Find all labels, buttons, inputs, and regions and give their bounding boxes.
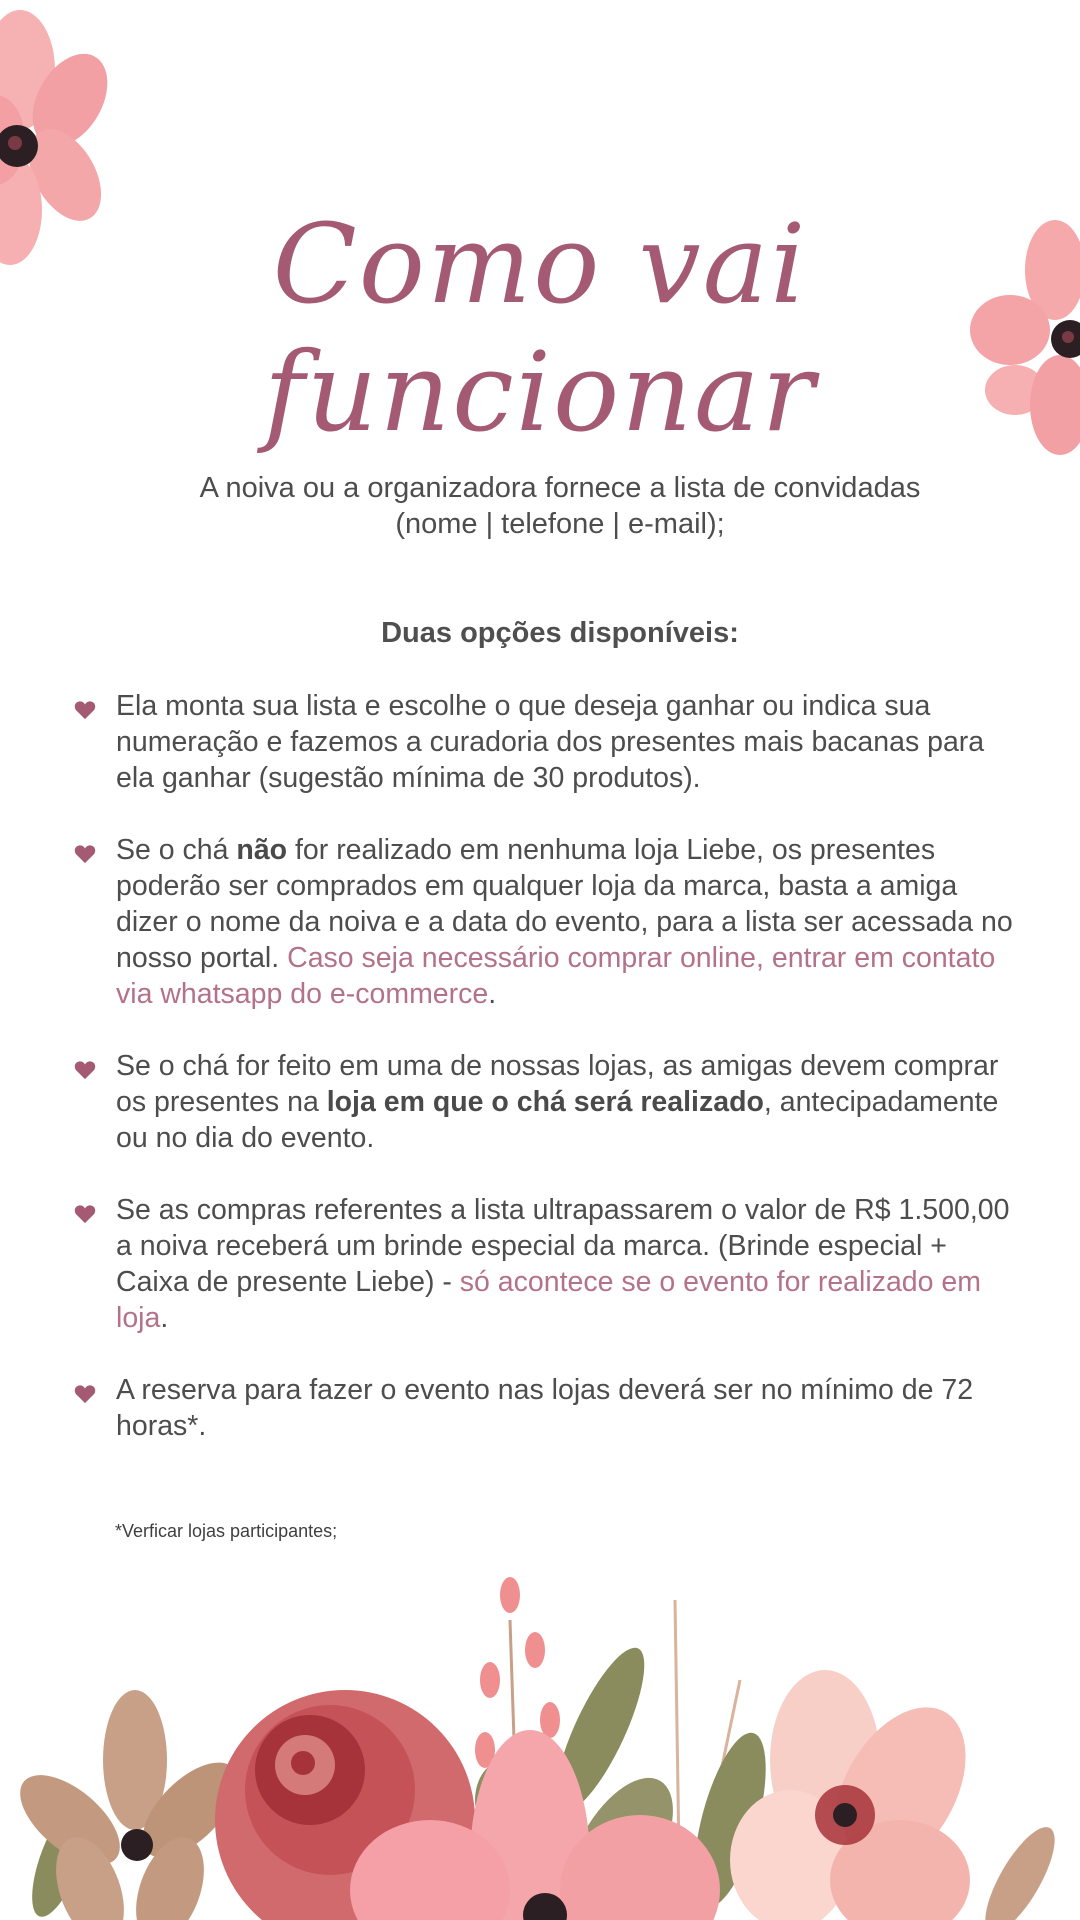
options-heading: Duas opções disponíveis: (381, 617, 739, 649)
list-item (70, 1192, 1020, 1336)
heart-icon (74, 844, 96, 864)
item-text: Se o chá for feito em uma de nossas lojas, as amigas devem comprar os presentes na (116, 1050, 999, 1118)
item-bold-text: não (236, 834, 288, 866)
flower-bouquet-decoration (0, 1560, 1080, 1920)
heart-icon (74, 1204, 96, 1224)
list-item (70, 1048, 1020, 1156)
item-text: Ela monta sua lista e escolhe o que deseja ganhar ou indica sua numeração e fazemos a curadoria dos presentes mais bacanas para ela ganhar (sugestão mínima de 30 produtos). (116, 690, 985, 794)
item-text: Se o chá (116, 834, 237, 866)
item-text: for realizado em nenhuma loja Liebe, os presentes poderão ser comprados em qualquer loja da marca, basta a amiga dizer o nome da noiva e a data do evento, para a lista ser acessada no nosso portal. (116, 834, 1013, 974)
list-item (70, 832, 1020, 1012)
footnote: *Verficar lojas participantes; (115, 1521, 338, 1541)
list-item (70, 1372, 1020, 1444)
item-bold-text: loja em que o chá será realizado (326, 1086, 764, 1118)
page-title: Como vai funcionar (263, 200, 817, 456)
item-text: A reserva para fazer o evento nas lojas deverá ser no mínimo de 72 horas*. (116, 1374, 974, 1442)
heart-icon (74, 700, 96, 720)
item-text: Se as compras referentes a lista ultrapassarem o valor de R$ 1.500,00 a noiva receberá um brinde especial da marca. (Brinde especial + Caixa de presente Liebe) - (116, 1194, 1010, 1298)
intro-line-2: (nome | telefone | e-mail); (395, 508, 725, 540)
item-accent-text: Caso seja necessário comprar online, entrar em contato via whatsapp do e-commerce (116, 942, 996, 1010)
item-accent-text: só acontece se o evento for realizado em loja (116, 1266, 982, 1334)
heart-icon (74, 1060, 96, 1080)
intro-text (100, 470, 1020, 542)
item-text: . (488, 978, 497, 1010)
options-list (70, 688, 1020, 1480)
item-text: , antecipadamente ou no dia do evento. (116, 1086, 999, 1154)
list-item (70, 688, 1020, 796)
item-text: . (160, 1302, 169, 1334)
heart-icon (74, 1384, 96, 1404)
intro-line-1: A noiva ou a organizadora fornece a lista de convidadas (199, 472, 921, 504)
